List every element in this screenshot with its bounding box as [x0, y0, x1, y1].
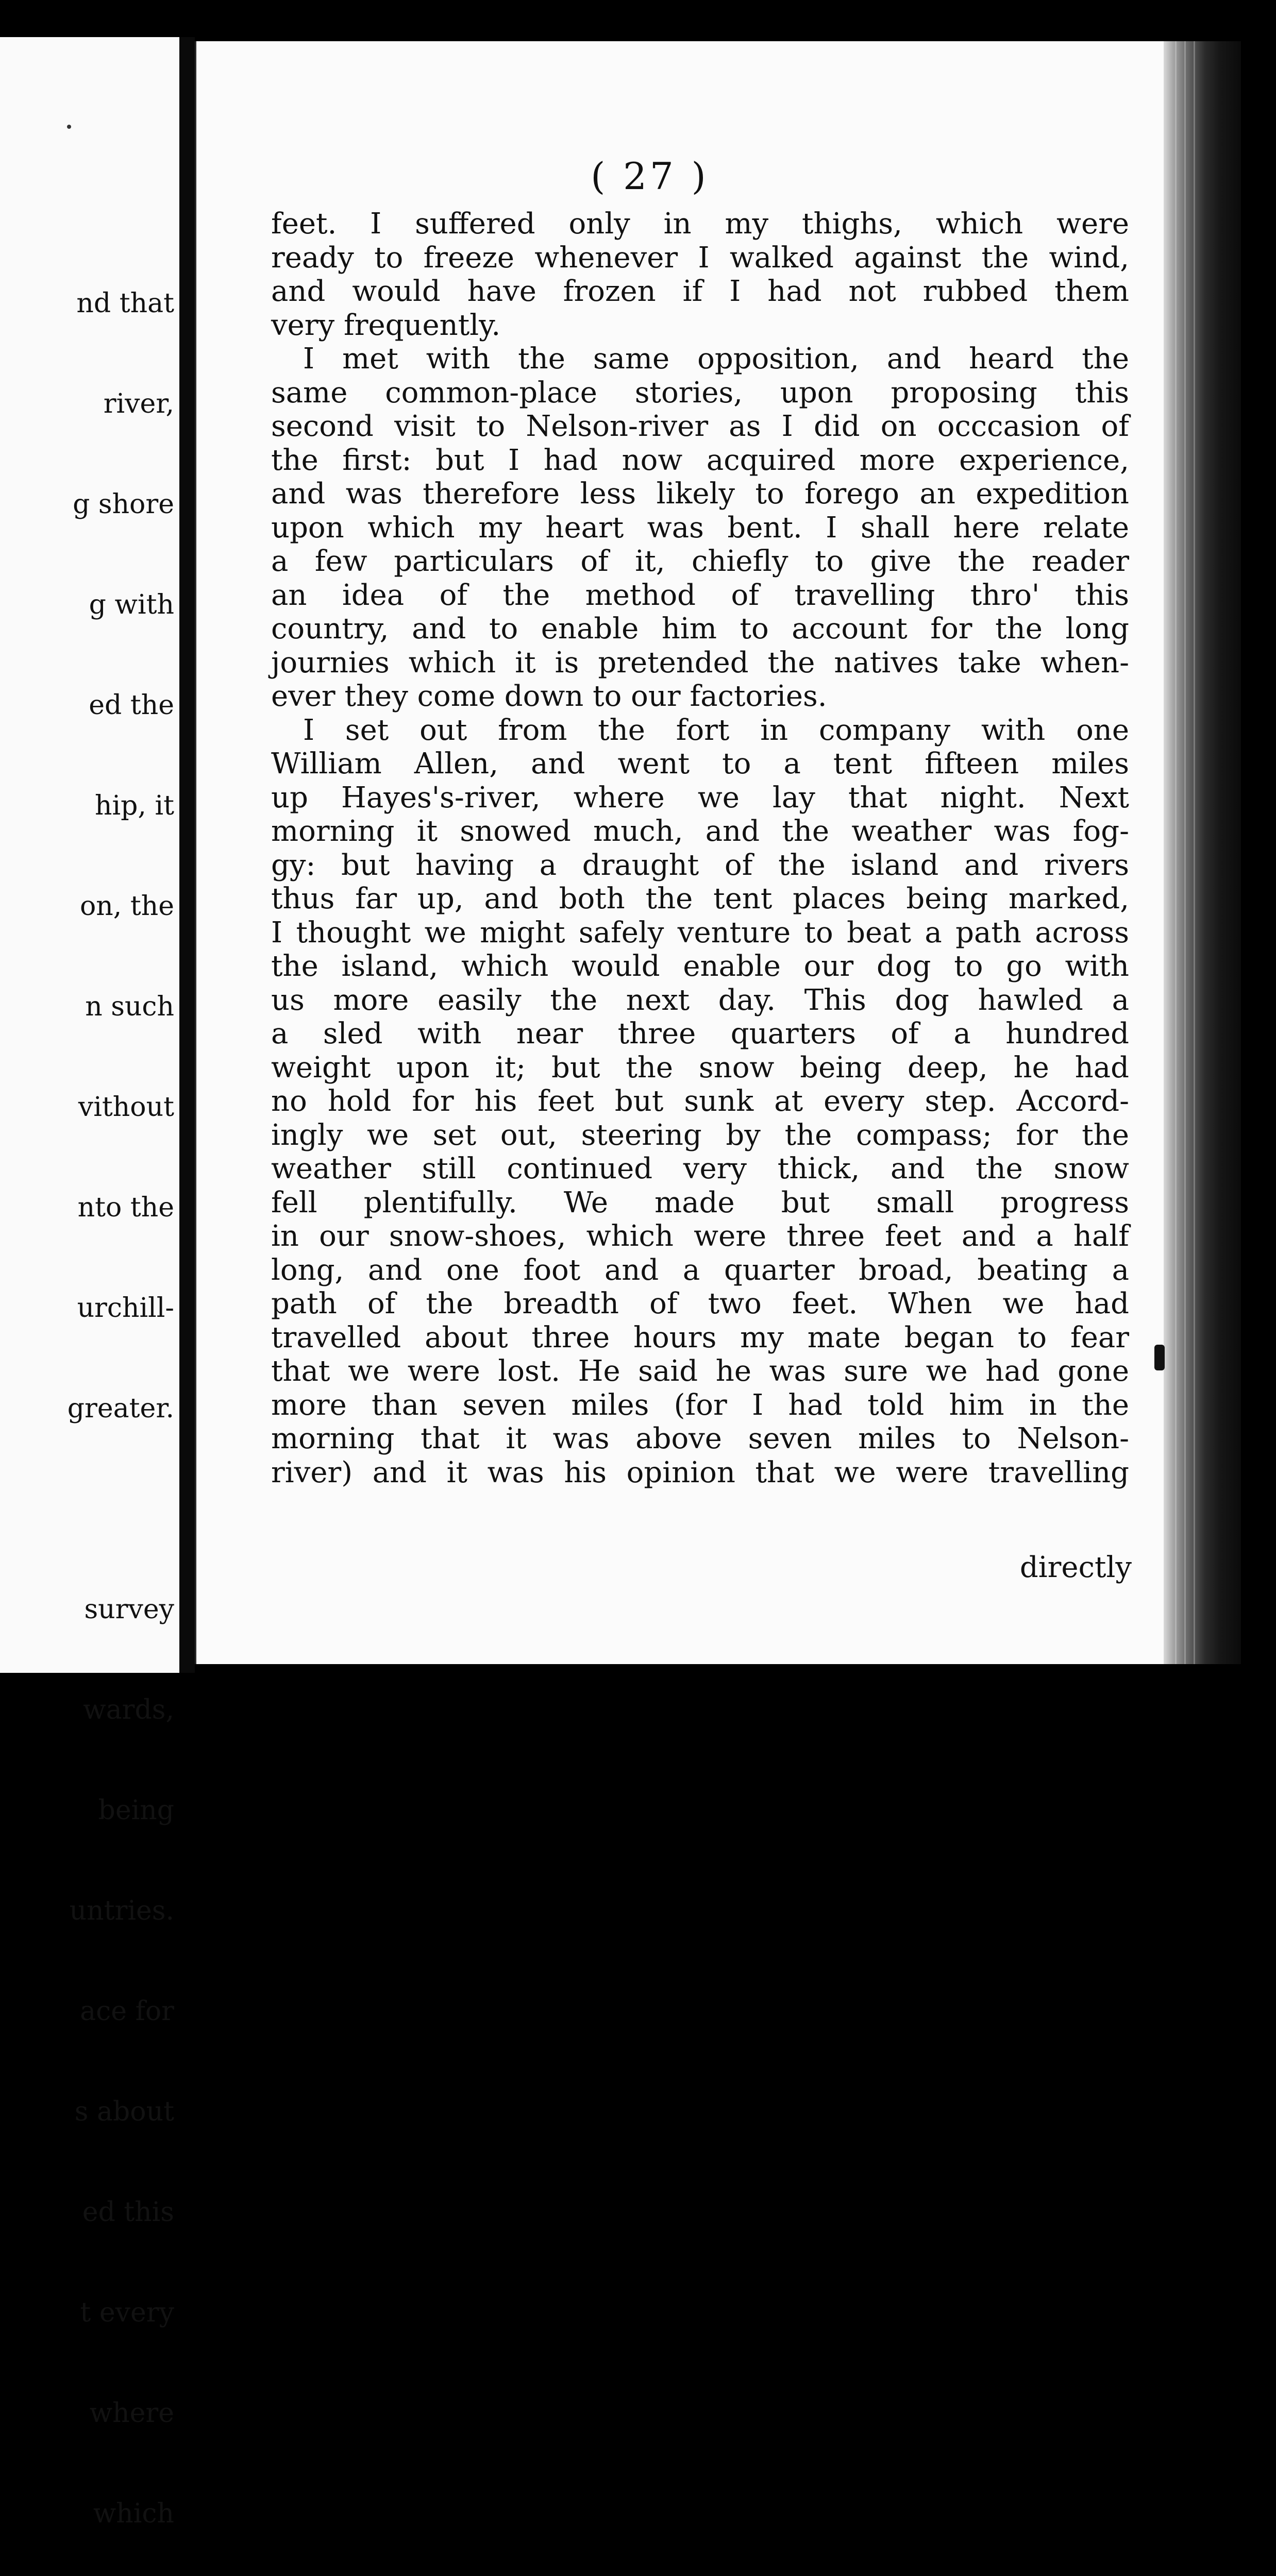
- left-line: nto the: [77, 1192, 174, 1223]
- text-line: and was therefore less likely to forego an expedition: [271, 477, 1129, 511]
- left-line: hip, it: [95, 790, 174, 821]
- catchword: directly: [1019, 1551, 1132, 1584]
- left-line: ed this: [82, 2197, 174, 2228]
- left-line: ed the: [89, 690, 174, 721]
- left-line: greater.: [67, 1393, 174, 1424]
- left-page-text: [67, 220, 174, 2576]
- text-line: path of the breadth of two feet. When we had: [271, 1287, 1129, 1320]
- left-line: t every: [80, 2297, 174, 2328]
- text-line: morning it snowed much, and the weather was fog-: [271, 815, 1129, 848]
- text-line: and would have frozen if I had not rubbed them: [271, 275, 1129, 308]
- left-line: g shore: [73, 489, 174, 520]
- left-line: river,: [103, 388, 174, 419]
- text-line: a sled with near three quarters of a hundred: [271, 1017, 1129, 1050]
- left-line: n such: [85, 991, 174, 1022]
- text-line: the first: but I had now acquired more experience,: [271, 443, 1129, 477]
- ink-speck: [67, 125, 71, 129]
- page-edge-line: [1184, 41, 1186, 1664]
- text-line: very frequently.: [271, 308, 501, 342]
- text-line: journies which it is pretended the natives take when-: [271, 646, 1129, 680]
- book-edge: [1164, 41, 1241, 1664]
- left-line: survey: [84, 1594, 174, 1625]
- text-line: weather still continued very thick, and the snow: [271, 1152, 1129, 1185]
- text-line: a few particulars of it, chiefly to give the reader: [271, 545, 1129, 578]
- text-line: thus far up, and both the tent places being marked,: [271, 882, 1129, 916]
- text-line: William Allen, and went to a tent fifteen miles: [271, 747, 1129, 781]
- left-line: nd that: [76, 288, 174, 319]
- text-line: more than seven miles (for I had told him in the: [271, 1388, 1129, 1422]
- text-line: country, and to enable him to account for the long: [271, 612, 1129, 646]
- text-line: I set out from the fort in company with one: [303, 713, 1129, 747]
- text-line: the island, which would enable our dog to go with: [271, 950, 1129, 983]
- text-line: upon which my heart was bent. I shall here relate: [271, 511, 1129, 545]
- page-edge-line: [1175, 41, 1177, 1664]
- left-line: g with: [89, 589, 174, 620]
- text-line: weight upon it; but the snow being deep, he had: [271, 1050, 1129, 1084]
- text-line: ever they come down to our factories.: [271, 680, 827, 713]
- text-line: travelled about three hours my mate began to fear: [271, 1320, 1129, 1354]
- left-line: [67, 1493, 174, 1526]
- page-number: ( 27 ): [591, 155, 709, 198]
- text-line: us more easily the next day. This dog hawled a: [271, 983, 1129, 1017]
- left-line: on, the: [79, 891, 174, 922]
- text-line: an idea of the method of travelling thro' this: [271, 578, 1129, 612]
- page-edge-line: [1194, 41, 1195, 1664]
- binding-mark: [1154, 1345, 1165, 1370]
- text-line: that we were lost. He said he was sure we had gone: [271, 1354, 1129, 1388]
- left-line: being: [98, 1795, 174, 1826]
- text-line: second visit to Nelson-river as I did on occcasion of: [271, 410, 1129, 443]
- text-line: long, and one foot and a quarter broad, beating a: [271, 1253, 1129, 1287]
- text-line: same common-place stories, upon proposing this: [271, 376, 1129, 410]
- text-line: in our snow-shoes, which were three feet and a half: [271, 1219, 1129, 1253]
- left-line: s about: [74, 2096, 174, 2127]
- text-line: no hold for his feet but sunk at every step. Accord-: [271, 1084, 1129, 1118]
- left-line: wards,: [83, 1694, 174, 1725]
- text-line: feet. I suffered only in my thighs, which were: [271, 207, 1129, 241]
- text-line: morning that it was above seven miles to Nelson-: [271, 1422, 1129, 1455]
- text-line: ingly we set out, steering by the compass; for the: [271, 1118, 1129, 1152]
- text-line: up Hayes's-river, where we lay that night. Next: [271, 781, 1129, 815]
- text-line: fell plentifully. We made but small progress: [271, 1185, 1129, 1219]
- main-page: [195, 41, 1165, 1664]
- left-line: urchill-: [77, 1293, 174, 1324]
- text-line: I met with the same opposition, and heard the: [303, 342, 1129, 376]
- text-line: gy: but having a draught of the island and rivers: [271, 848, 1129, 882]
- text-line: ready to freeze whenever I walked against the wind,: [271, 241, 1129, 275]
- left-line: ace for: [80, 1996, 174, 2027]
- left-line: vithout: [78, 1092, 174, 1123]
- book-gutter: [179, 37, 195, 1673]
- text-line: I thought we might safely venture to beat a path across: [271, 916, 1129, 950]
- left-line: untries.: [69, 1895, 174, 1926]
- left-facing-page: [0, 37, 179, 2529]
- left-line: where: [89, 2398, 174, 2429]
- text-line: river) and it was his opinion that we were travelling: [271, 1455, 1129, 1489]
- left-line: which: [93, 2498, 174, 2529]
- page-body: [271, 207, 1129, 1489]
